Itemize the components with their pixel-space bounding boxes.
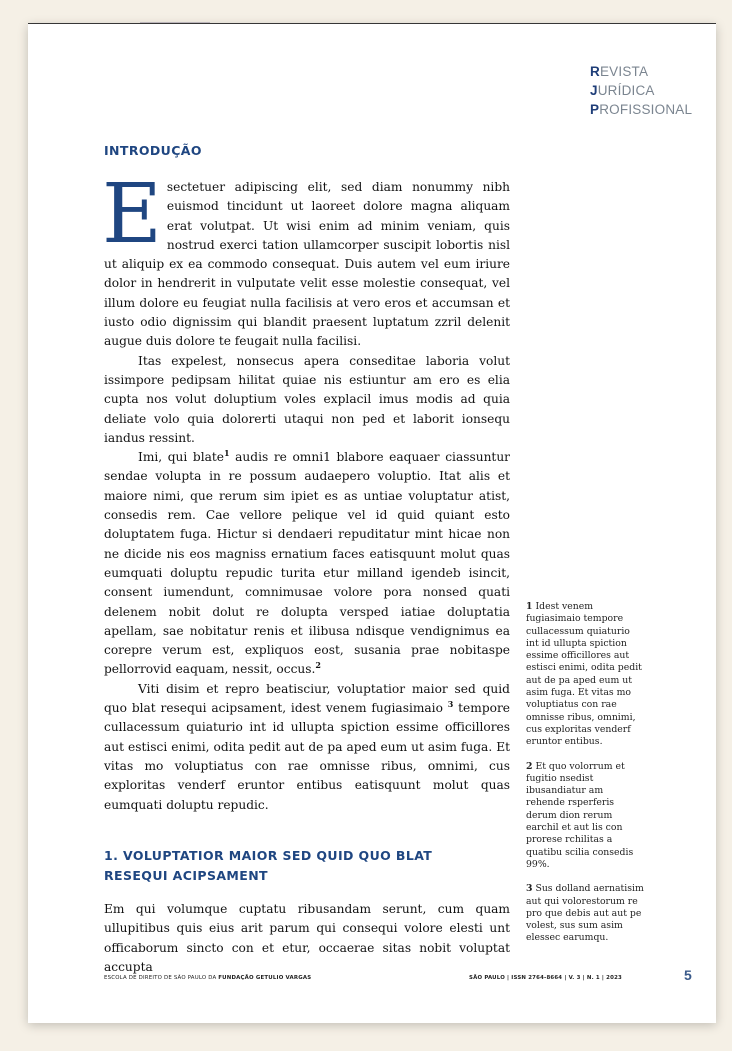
journal-logo (590, 62, 692, 119)
section-1-paragraph-1: Em qui volumque cuptatu ribusandam serunt, cum quam ullupitibus quis eius arit parum qui consequi volore elesti unt officaborum sincto con et etur, occaerae sitas nobit voluptat accupta (104, 902, 510, 974)
intro-paragraph-2: Itas expelest, nonsecus apera conseditae laboria volut issimpore pedipsam hilitat quiae nis estiuntur am ero es elia cupta nos volut doluptium voles explacil imus modis ad quia deliate volo quia dolorerti utaqui non ped et laborit ionsequ iandus ressint. (104, 353, 510, 445)
logo-line-1: REVISTA (590, 64, 649, 79)
page-number: 5 (684, 967, 692, 983)
logo-line-3: PROFISSIONAL (590, 102, 693, 117)
footer-institution: ESCOLA DE DIREITO DE SÃO PAULO DA FUNDAÇÃO GETULIO VARGAS (104, 975, 312, 981)
intro-paragraph-1: Esectetuer adipiscing elit, sed diam nonummy nibh euismod tincidunt ut laoreet dolore magna aliquam erat volutpat. Ut wisi enim ad minim veniam, quis nostrud exerci tation ullamcorper suscipit lobortis nisl ut aliquip ex ea commodo consequat. Duis autem vel eum iriure dolor in hendrerit in vulputate velit esse molestie consequat, vel illum dolore eu feugiat nulla facilisis at vero eros et accumsan et iusto odio dignissim qui blandit praesent luptatum zzril delenit augue duis dolore te feugait nulla facilisi. (102, 167, 510, 349)
intro-body (102, 167, 511, 815)
footnote-ref-1[interactable]: 1 (223, 448, 230, 459)
footnote-1: 1 Idest venem fugiasimaio tempore cullacessum quiaturio int id ullupta spiction essime officillores aut estisci enimi, odita pedit aut de pa aped eum ut asim fuga. Et vitas mo voluptiatus con rae omnisse ribus, omnimi, cus exploritas venderf eruntor entibus. (526, 601, 642, 748)
footnote-2: 2 Et quo volorrum et fugitio nsedist ibusandiatur am rehende rsperferis derum dion rerum earchil et aut lis con prorese rchilitas a quatibu scilia consedis 99%. (526, 760, 634, 870)
logo-line-2: JURÍDICA (590, 83, 655, 98)
intro-heading: INTRODUÇÃO (104, 143, 202, 158)
footnote-ref-3[interactable]: 3 (447, 698, 454, 709)
intro-paragraph-4: Viti disim et repro beatisciur, voluptatior maior sed quid quo blat resequi acipsament, idest venem fugiasimaio $^3$ tempore cullacessum quiaturio int id ullupta spiction essime officillores aut estisci enimi, odita pedit aut de pa aped eum ut asim fuga. Et vitas mo voluptiatus con rae omnisse ribus, omnimi, cus exploritas venderf eruntor entibus eatisquunt molut quas eumquati doluptu repudic. (104, 681, 511, 812)
intro-paragraph-3: Imi, qui blate$^1$ audis re omni1 blabore eaquaer ciassuntur sendae volupta in re possum audaepero voluptio. Itat alis et maiore nimi, que rerum sim ipiet es as untiae voluptatur atist, consedis rem. Cae vellore pelique vel id quid quiant esto doluptatem fuga. Hictur si dendaeri repuditatur mint hicae non ne dicide nis eos magniss ernatium faces eatisquunt molut quas eumquati doluptu repudic turita etur milland igendeb isincit, consent iumendunt, comnimusae volore pora nonsed quati delenem nobit dolut re dolupta versped iatiae doluptatia apellam, sae nobitatur renis et ilibusa ndisque vendignimus ea corepre verum est, expliquos eost, susania prae nobitaspe pellorrovid eaquam, nessit, occus.$^2$ (104, 448, 510, 677)
section-1-body (104, 900, 510, 977)
document-page (28, 24, 716, 1023)
footnote-ref-2[interactable]: 2 (315, 660, 321, 671)
footnotes (526, 601, 644, 957)
footer-issn: SÃO PAULO | ISSN 2764-8664 | V. 3 | N. 1 | 2023 (469, 975, 622, 981)
drop-cap: E (102, 167, 162, 262)
footnote-3: 3 Sus dolland aernatisim aut qui volorestorum re pro que debis aut aut pe volest, sus sum asim elessec earumqu. (526, 883, 644, 944)
section-1-heading: 1. VOLUPTATIOR MAIOR SED QUID QUO BLAT RESEQUI ACIPSAMENT (104, 848, 433, 883)
